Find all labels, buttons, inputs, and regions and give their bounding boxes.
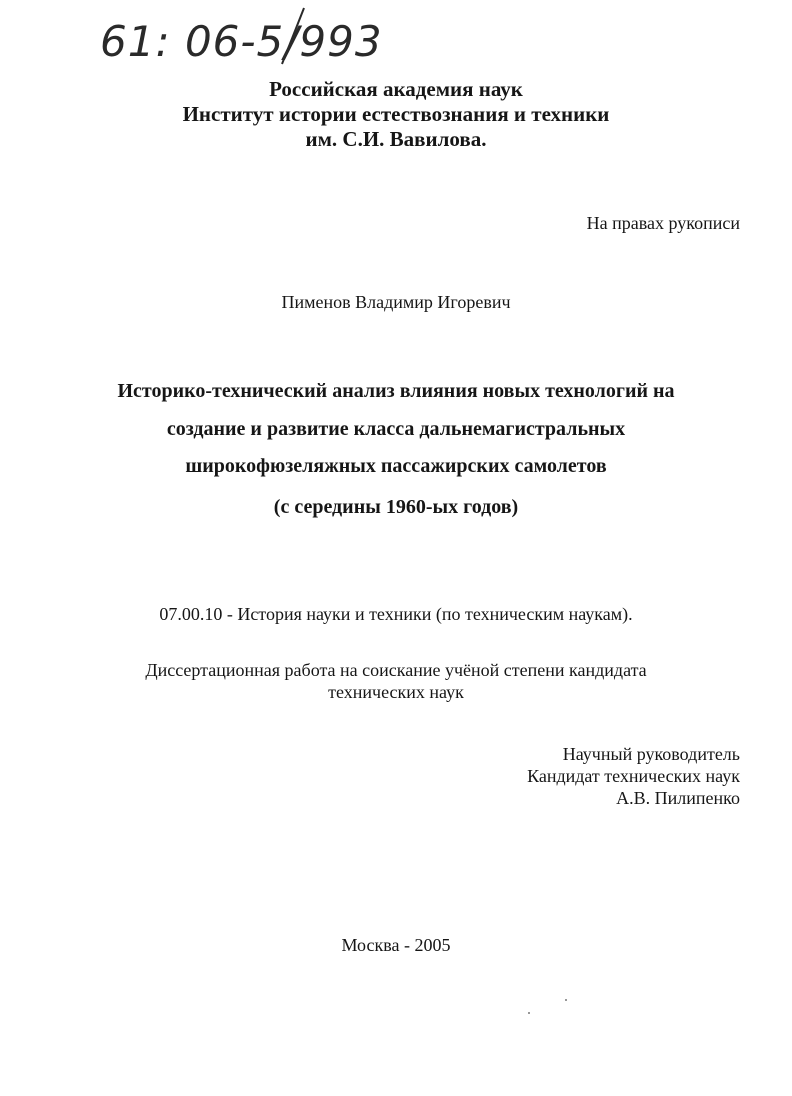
degree-line-2: технических наук (328, 682, 464, 702)
scan-speck (565, 999, 567, 1001)
supervisor-name: А.В. Пилипенко (616, 788, 740, 808)
specialty-code: 07.00.10 - История науки и техники (по техническим наукам). (159, 604, 633, 624)
supervisor-degree: Кандидат технических наук (527, 766, 740, 786)
supervisor-label: Научный руководитель (562, 744, 740, 764)
title-line-3: широкофюзеляжных пассажирских самолетов (185, 455, 607, 477)
rights-note: На правах рукописи (586, 213, 740, 233)
organization-line-2: Институт истории естествознания и техники (182, 102, 610, 126)
title-period: (с середины 1960-ых годов) (273, 496, 519, 518)
organization-line-3: им. С.И. Вавилова. (305, 127, 487, 151)
title-line-2: создание и развитие класса дальнемагистральных (166, 418, 626, 440)
organization-line-1: Российская академия наук (269, 77, 523, 101)
handwritten-archive-number (96, 2, 396, 72)
scan-speck (528, 1012, 530, 1014)
title-line-1: Историко-технический анализ влияния новых технологий на (117, 380, 675, 402)
degree-line-1: Диссертационная работа на соискание учёной степени кандидата (145, 660, 647, 680)
handwritten-number-text: 61: 06-5/993 (100, 17, 383, 66)
city-year: Москва - 2005 (341, 935, 451, 955)
handwritten-number-drawing (96, 2, 396, 72)
author-name: Пименов Владимир Игоревич (281, 292, 511, 312)
